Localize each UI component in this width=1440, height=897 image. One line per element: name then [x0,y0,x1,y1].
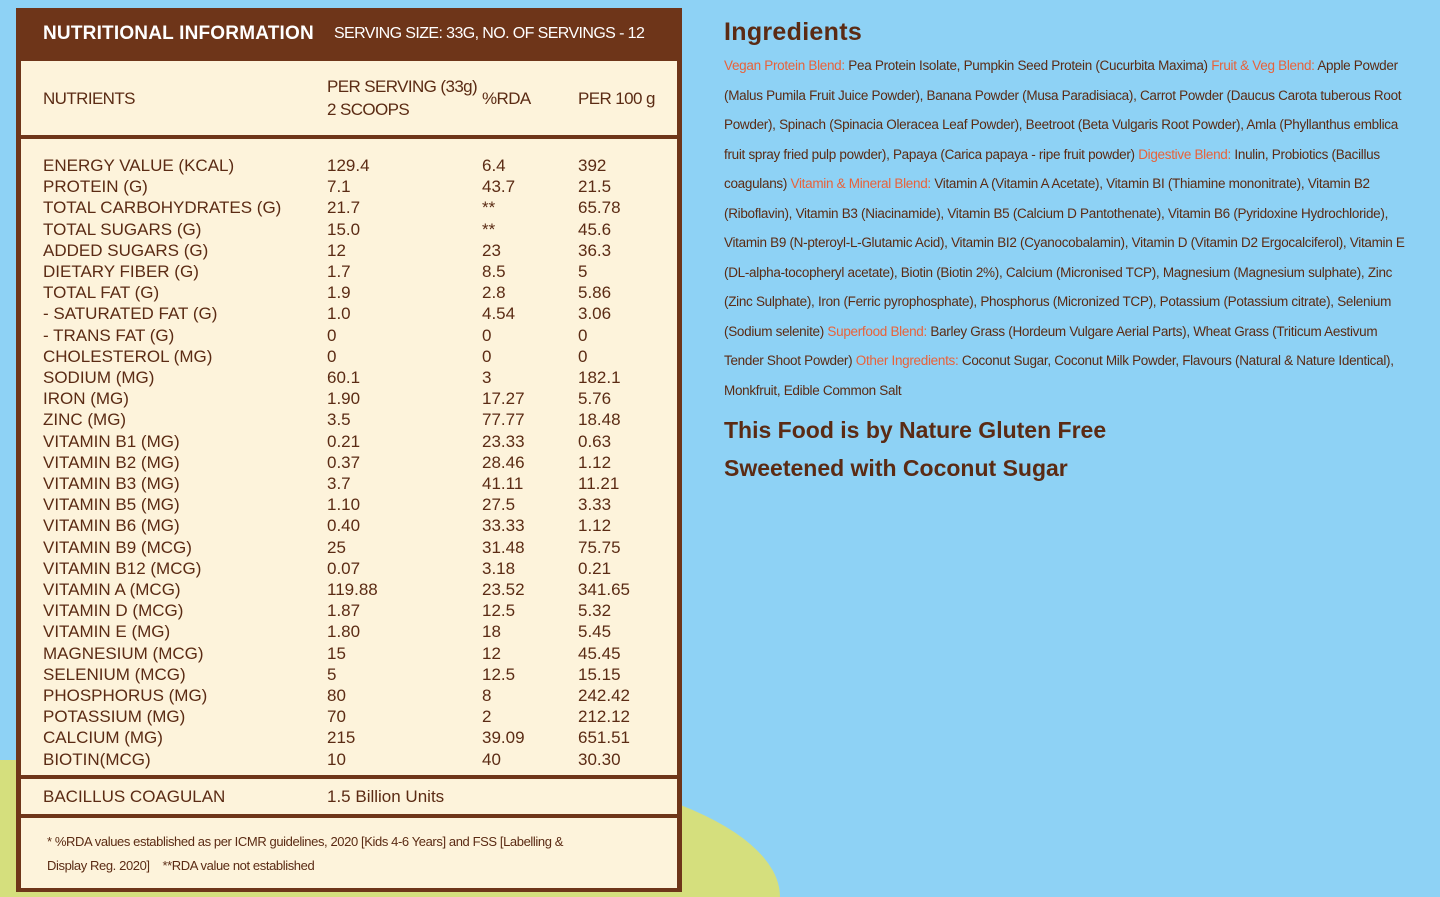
per-serving-value: 25 [327,537,346,557]
ingredient-blend-text: Apple Powder (Malus Pumila Fruit Juice Powder), Banana Powder (Musa Paradisiaca), Carrot Powder (Daucus Carota tuberous Root Powder), Spinach (Spinacia Oleracea Leaf Powder), Beetroot (Beta Vulgaris Root Powder), Amla (Phyllanthus emblica fruit spray fried pulp powder), Papaya (Carica papaya - ripe fruit powder) [724,58,1402,162]
per100-value: 1.12 [578,452,612,472]
table-row [43,580,663,601]
nutrient-name: PHOSPHORUS (MG) [43,686,208,705]
rda-value: 6.4 [482,156,506,175]
per-serving-value: 3.5 [327,410,351,430]
per100-value: 3.33 [578,495,612,515]
claim-gluten-free: This Food is by Nature Gluten Free [724,417,1107,443]
table-row [43,368,663,389]
rda-value: 31.48 [482,537,525,557]
per100-value: 242.42 [578,686,630,705]
footnote [21,818,677,888]
nutrient-name: DIETARY FIBER (G) [43,262,199,281]
rda-value: 4.54 [482,304,516,324]
footnote-line-1: * %RDA values established as per ICMR guidelines, 2020 [Kids 4-6 Years] and FSS [Labelling & [47,834,564,849]
nutrient-name: TOTAL CARBOHYDRATES (G) [43,198,282,218]
rda-value: 41.11 [482,474,524,493]
nutrient-name: VITAMIN B6 (MG) [43,516,180,536]
ingredient-blend-label: Digestive Blend: [1138,146,1231,162]
per100-value: 0.21 [578,558,612,578]
per100-value: 5 [578,262,588,281]
bacillus-name: BACILLUS COAGULAN [43,787,226,806]
rda-value: 0 [482,325,492,345]
per100-value: 5.32 [578,601,612,621]
nutrient-name: - SATURATED FAT (G) [43,304,218,324]
nutrient-name: VITAMIN B9 (MCG) [43,537,192,557]
col-per100: PER 100 g [578,89,655,108]
table-row [43,410,663,431]
per100-value: 45.6 [578,219,612,239]
rda-value: 23.52 [482,580,525,599]
nutrient-table [21,139,677,775]
col-rda: %RDA [482,89,531,108]
rda-value: ** [482,198,496,218]
nutrient-name: VITAMIN B3 (MG) [43,474,180,493]
per-serving-value: 60.1 [327,368,361,387]
rda-value: 2.8 [482,283,506,303]
per-serving-value: 12 [327,240,346,260]
nutrient-name: CHOLESTEROL (MG) [43,346,213,366]
table-row [43,474,663,495]
rda-value: 8 [482,686,492,705]
table-row [43,347,663,368]
ingredient-blend-text: Inulin, Probiotics (Bacillus coagulans) [724,146,1380,191]
per100-value: 75.75 [578,537,621,557]
per100-value: 341.65 [578,580,630,599]
table-row [43,495,663,516]
per-serving-value: 1.80 [327,622,361,642]
per-serving-value: 15.0 [327,219,361,239]
per100-value: 5.76 [578,389,612,409]
nutrient-name: VITAMIN E (MG) [43,622,171,642]
ingredient-blend-label: Fruit & Veg Blend: [1211,58,1315,73]
rda-value: 2 [482,707,492,727]
table-row [43,241,663,262]
ingredient-blend-label: Superfood Blend: [827,323,927,339]
table-row [43,750,663,771]
per100-value: 1.12 [578,516,612,536]
claim-coconut-sugar: Sweetened with Coconut Sugar [724,455,1068,481]
bacillus-value: 1.5 Billion Units [327,787,445,806]
table-row [43,665,663,686]
table-row [43,262,663,283]
col-nutrients: NUTRIENTS [43,89,135,108]
nutrient-name: SELENIUM (MCG) [43,664,186,684]
nutrient-name: MAGNESIUM (MCG) [43,643,204,663]
rda-value: 3 [482,368,492,387]
nutrient-name: BIOTIN(MCG) [43,749,151,769]
nutrient-name: ZINC (MG) [43,410,127,430]
table-row [43,559,663,580]
table-row [43,707,663,728]
table-row [43,686,663,707]
per100-value: 0.63 [578,431,612,451]
table-row [43,326,663,347]
nutrient-name: TOTAL FAT (G) [43,283,160,303]
per-serving-value: 129.4 [327,156,370,175]
rda-value: 43.7 [482,177,516,197]
ingredient-blend-label: Other Ingredients: [855,353,959,368]
nutrient-name: VITAMIN A (MCG) [43,580,181,599]
per100-value: 15.15 [578,664,621,684]
table-row [43,728,663,749]
table-row [43,156,663,177]
table-row [43,538,663,559]
column-headers [21,61,677,135]
table-row [43,644,663,665]
per-serving-value: 15 [327,643,346,663]
per100-value: 3.06 [578,304,612,324]
footnote-line-2: Display Reg. 2020] **RDA value not established [47,858,315,873]
rda-value: 33.33 [482,516,525,536]
per-serving-value: 0 [327,325,337,345]
ingredient-blend-label: Vegan Protein Blend: [724,58,845,73]
nutrient-name: PROTEIN (G) [43,177,148,197]
per-serving-value: 21.7 [327,198,361,218]
claims [724,411,1419,487]
per100-value: 212.12 [578,707,630,727]
table-row [43,601,663,622]
table-row [43,453,663,474]
per100-value: 651.51 [578,728,630,748]
rda-value: 17.27 [482,389,525,409]
table-row [43,220,663,241]
rda-value: 12 [482,643,501,663]
per100-value: 21.5 [578,177,612,197]
per-serving-value: 1.10 [327,495,361,515]
serving-info: SERVING SIZE: 33G, NO. OF SERVINGS - 12 [333,25,645,42]
nutrient-name: TOTAL SUGARS (G) [43,219,202,239]
nutrition-title: NUTRITIONAL INFORMATION [43,23,314,44]
rda-value: ** [482,219,496,239]
nutrient-name: IRON (MG) [43,389,129,409]
per-serving-value: 3.7 [327,474,351,493]
rda-value: 23 [482,240,501,260]
ingredients-section [724,18,1419,487]
rda-value: 8.5 [482,262,506,281]
rda-value: 28.46 [482,452,525,472]
per-serving-value: 0.07 [327,558,361,578]
ingredients-title: Ingredients [724,18,863,46]
table-row [43,622,663,643]
table-row [43,304,663,325]
per-serving-value: 119.88 [327,580,378,599]
per-serving-value: 0 [327,346,337,366]
table-row [43,198,663,219]
nutrition-panel [16,8,682,892]
per-serving-value: 70 [327,707,346,727]
nutrient-name: ENERGY VALUE (KCAL) [43,156,235,175]
per-serving-value: 1.90 [327,389,361,409]
rda-value: 77.77 [482,410,525,430]
per100-value: 30.30 [578,749,621,769]
nutrient-name: CALCIUM (MG) [43,728,163,748]
rda-value: 0 [482,346,492,366]
table-row [43,283,663,304]
per-serving-value: 215 [327,728,356,748]
rda-value: 23.33 [482,431,525,451]
rda-value: 3.18 [482,558,516,578]
nutrient-name: ADDED SUGARS (G) [43,240,209,260]
per-serving-value: 0.37 [327,452,361,472]
nutrient-name: VITAMIN B12 (MCG) [43,558,202,578]
per100-value: 5.86 [578,283,612,303]
ingredient-blend-text: Vitamin A (Vitamin A Acetate), Vitamin BI (Thiamine mononitrate), Vitamin B2 (Riboflavin), Vitamin B3 (Niacinamide), Vitamin B5 (Calcium D Pantothenate), Vitamin B6 (Pyridoxine Hydrochloride), Vitamin B9 (N-pteroyl-L-Glutamic Acid), Vitamin BI2 (Cyanocobalamin), Vitamin D (Vitamin D2 Ergocalciferol), Vitamin E (DL-alpha-tocopheryl acetate), Biotin (Biotin 2%), Calcium (Micronised TCP), Magnesium (Magnesium sulphate), Zinc (Zinc Sulphate), Iron (Ferric pyrophosphate), Phosphorus (Micronized TCP), Potassium (Potassium citrate), Selenium (Sodium selenite) [724,176,1405,339]
ingredient-blend-label: Vitamin & Mineral Blend: [790,176,931,191]
per-serving-value: 0.40 [327,516,361,536]
table-row [43,177,663,198]
per100-value: 0 [578,325,588,345]
per-serving-value: 10 [327,749,346,769]
per-serving-value: 1.87 [327,601,361,621]
ingredient-blend-text: Pea Protein Isolate, Pumpkin Seed Protein (Cucurbita Maxima) [844,58,1212,73]
per-serving-value: 80 [327,686,346,705]
bacillus-row [21,779,677,814]
ingredient-blend-text: Barley Grass (Hordeum Vulgare Aerial Parts), Wheat Grass (Triticum Aestivum Tender Shoot Powder) [724,323,1378,368]
nutrient-name: VITAMIN B1 (MG) [43,431,180,451]
table-row [43,389,663,410]
rda-value: 27.5 [482,495,516,515]
per-serving-value: 1.9 [327,283,351,303]
rda-value: 40 [482,749,501,769]
nutrient-name: VITAMIN D (MCG) [43,601,184,621]
rda-value: 12.5 [482,664,516,684]
ingredient-blend-text: Coconut Sugar, Coconut Milk Powder, Flavours (Natural & Nature Identical), Monkfruit, Edible Common Salt [724,353,1394,398]
per-serving-value: 5 [327,664,337,684]
col-per-serving: PER SERVING (33g) 2 SCOOPS [327,77,478,119]
per100-value: 18.48 [578,410,621,430]
per-serving-value: 0.21 [327,431,361,451]
nutrient-name: - TRANS FAT (G) [43,325,175,345]
per-serving-value: 1.0 [327,304,351,324]
per100-value: 0 [578,346,588,366]
nutrient-name: VITAMIN B5 (MG) [43,495,180,515]
per100-value: 11.21 [578,474,620,493]
per-serving-value: 1.7 [327,262,351,281]
rda-value: 12.5 [482,601,516,621]
ingredients-text [724,51,1419,405]
nutrient-name: POTASSIUM (MG) [43,707,186,727]
table-row [43,432,663,453]
per100-value: 65.78 [578,198,621,218]
per100-value: 5.45 [578,622,612,642]
table-row [43,516,663,537]
nutrition-header [16,8,682,60]
nutrient-name: VITAMIN B2 (MG) [43,452,180,472]
per100-value: 36.3 [578,240,612,260]
per100-value: 182.1 [578,368,621,387]
per100-value: 45.45 [578,643,621,663]
per100-value: 392 [578,156,607,175]
per-serving-value: 7.1 [327,177,351,197]
rda-value: 39.09 [482,728,525,748]
nutrient-name: SODIUM (MG) [43,368,155,387]
rda-value: 18 [482,622,501,642]
